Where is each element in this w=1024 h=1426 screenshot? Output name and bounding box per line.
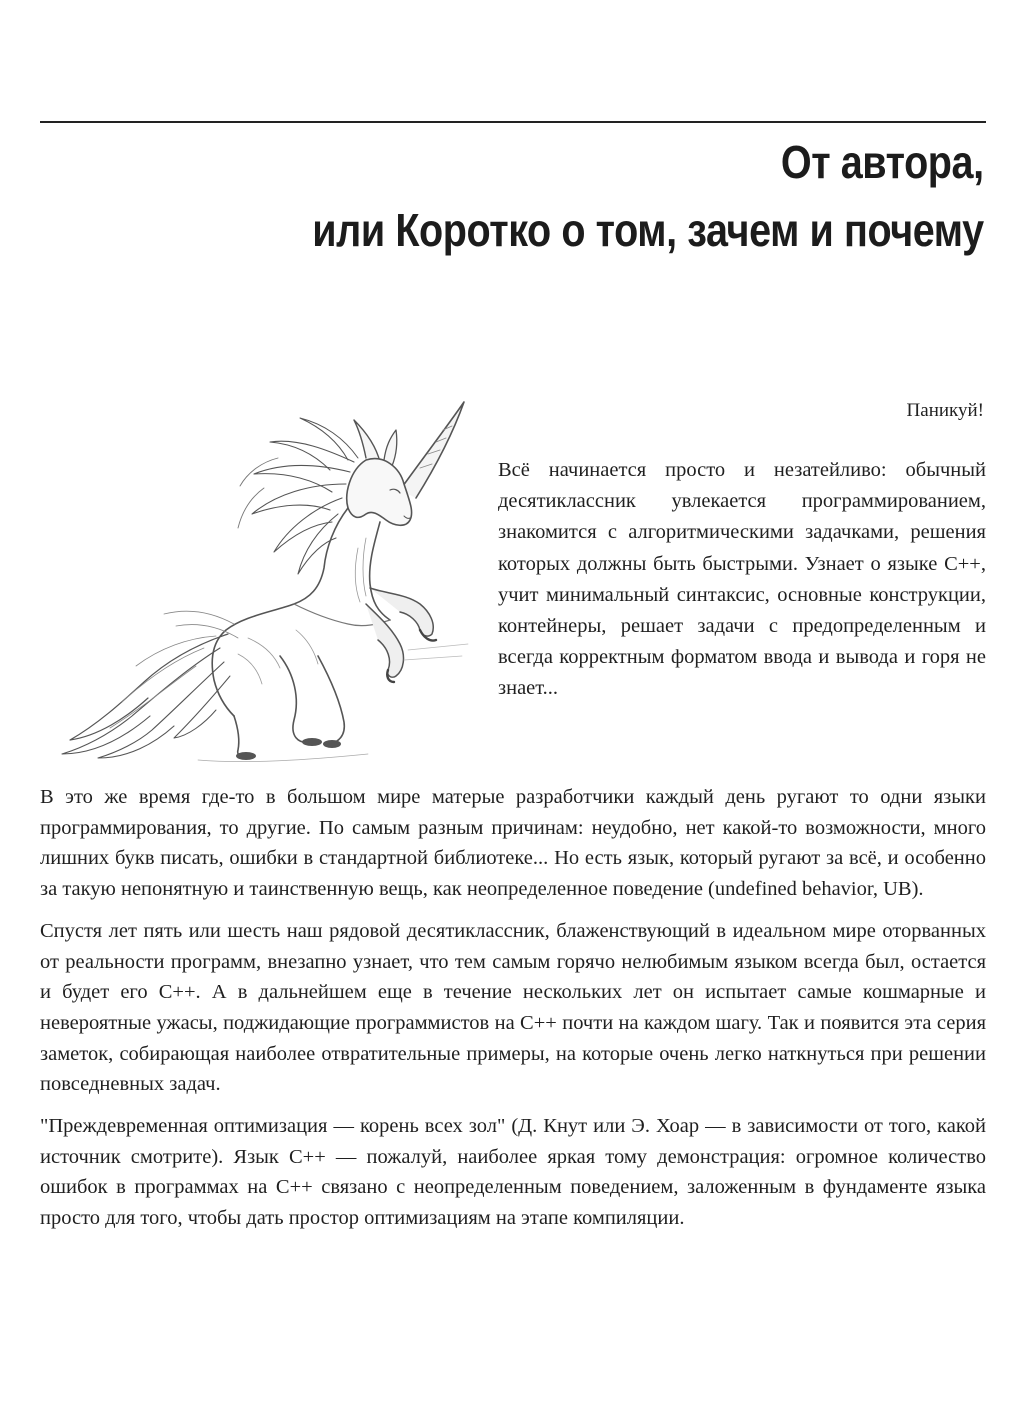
epigraph: Паникуй! xyxy=(906,400,984,421)
chapter-title-line-2: или Коротко о том, зачем и почему xyxy=(312,204,984,256)
chapter-title-line-1: От автора, xyxy=(781,136,984,188)
unicorn-icon xyxy=(48,398,480,770)
paragraph: "Преждевременная оптимизация — корень всех зол" (Д. Кнут или Э. Хоар — в зависимости от того, какой источник смотрите). Язык C++ — пожалуй, наиболее яркая тому демонстрация: огромное количество ошибок в программах на C++ связано с неопределенным поведением, заложенным в фундаменте языка просто для того, чтобы дать простор оптимизациям на этапе компиляции. xyxy=(40,1115,986,1230)
chapter-title xyxy=(313,128,984,264)
unicorn-illustration xyxy=(48,398,480,770)
header-rule xyxy=(40,121,986,123)
paragraph: Спустя лет пять или шесть наш рядовой десятиклассник, блаженствующий в идеальном мире оторванных от реальности программ, внезапно узнает, что тем самым горячо нелюбимым языком всегда был, остается и будет его C++. А в дальнейшем еще в течение нескольких лет он испытает самые кошмарные и невероятные ужасы, поджидающие программистов на C++ почти на каждом шагу. Так и появится эта серия заметок, собирающая наиболее отвратительные примеры, на которые очень легко наткнуться при решении повседневных задач. xyxy=(40,919,986,1096)
body-text xyxy=(40,782,986,1245)
intro-paragraph: Всё начинается просто и незатейливо: обычный десятиклассник увлекается программированием, знакомится с алгоритмическими задачками, решения которых должны быть быстрыми. Узнает о языке C++, учит минимальный синтаксис, основные конструкции, контейнеры, решает задачи с предопределенным и всегда корректным форматом ввода и вывода и горя не знает... xyxy=(498,459,986,700)
paragraph: В это же время где-то в большом мире матерые разработчики каждый день ругают то одни языки программирования, то другие. По самым разным причинам: неудобно, нет какой-то возможности, много лишних букв писать, ошибки в стандартной библиотеке... Но есть язык, который ругают за всё, и особенно за такую непонятную и таинственную вещь, как неопределенное поведение (undefined behavior, UB). xyxy=(40,786,986,901)
